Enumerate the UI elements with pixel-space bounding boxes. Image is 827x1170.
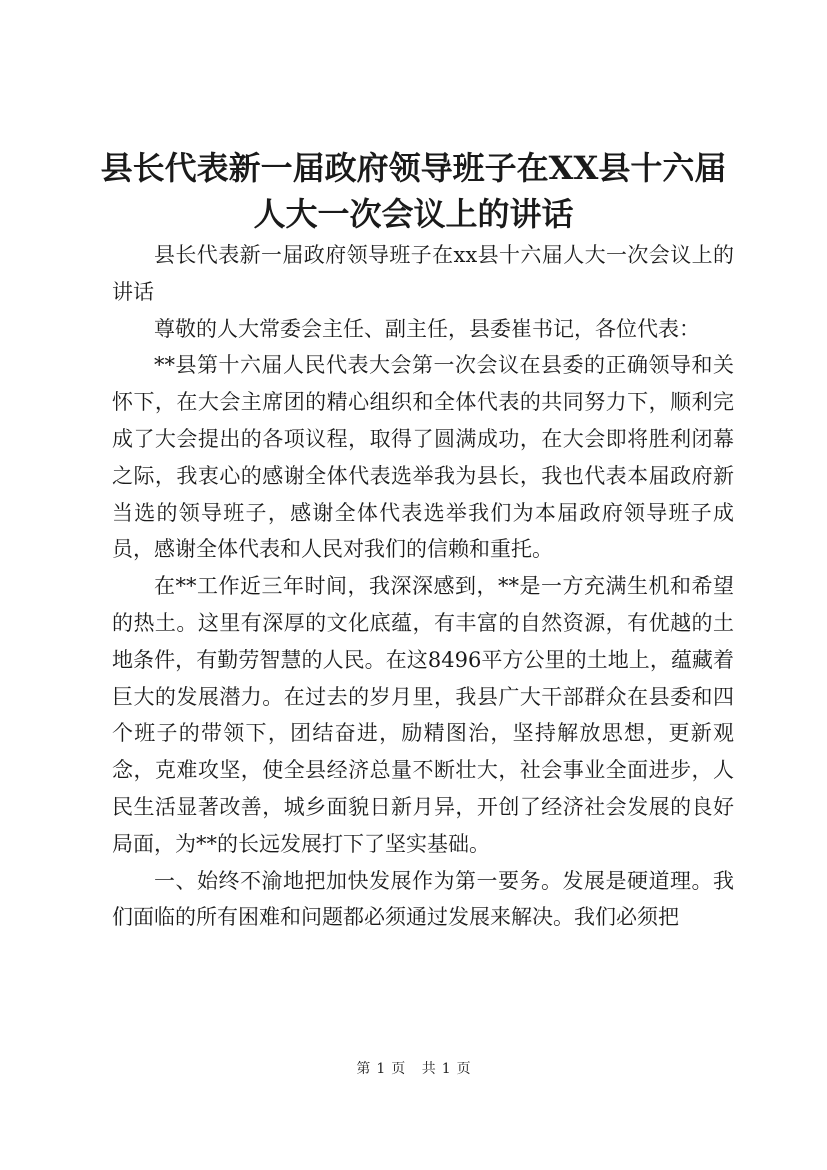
paragraph-salutation: 尊敬的人大常委会主任、副主任，县委崔书记，各位代表： [154,316,700,341]
page-footer [0,1058,827,1078]
paragraph-county-overview: 在**工作近三年时间，我深深感到，**是一方充满生机和希望的热土。这里有深厚的文化底蕴，有丰富的自然资源，有优越的土地条件，有勤劳智慧的人民。在这8496平方公里的土地上，蕴藏着巨大的发展潜力。在过去的岁月里，我县广大干部群众在县委和四个班子的带领下，团结奋进，励精图治，坚持解放思想，更新观念，克难攻坚，使全县经济总量不断壮大，社会事业全面进步，人民生活显著改善，城乡面貌日新月异，开创了经济社会发展的良好局面，为**的长远发展打下了坚实基础。 [112,574,734,856]
document-body [112,237,734,936]
page-total-label: 共 1 页 [421,1061,471,1077]
document-title-line-2: 人大一次会议上的讲话 [253,195,574,233]
paragraph-subtitle: 县长代表新一届政府领导班子在xx县十六届人大一次会议上的讲话 [112,243,734,304]
paragraph-section-one: 一、始终不渝地把加快发展作为第一要务。发展是硬道理。我们面临的所有困难和问题都必须通过发展来解决。我们必须把 [112,868,734,930]
page-number-label: 第 1 页 [356,1061,406,1077]
paragraph-thanks: **县第十六届人民代表大会第一次会议在县委的正确领导和关怀下，在大会主席团的精心组织和全体代表的共同努力下，顺利完成了大会提出的各项议程，取得了圆满成功，在大会即将胜利闭幕之际，我衷心的感谢全体代表选举我为县长，我也代表本届政府新当选的领导班子，感谢全体代表选举我们为本届政府领导班子成员，感谢全体代表和人民对我们的信赖和重托。 [112,353,734,562]
document-title-line-1: 县长代表新一届政府领导班子在XX县十六届 [100,149,727,187]
